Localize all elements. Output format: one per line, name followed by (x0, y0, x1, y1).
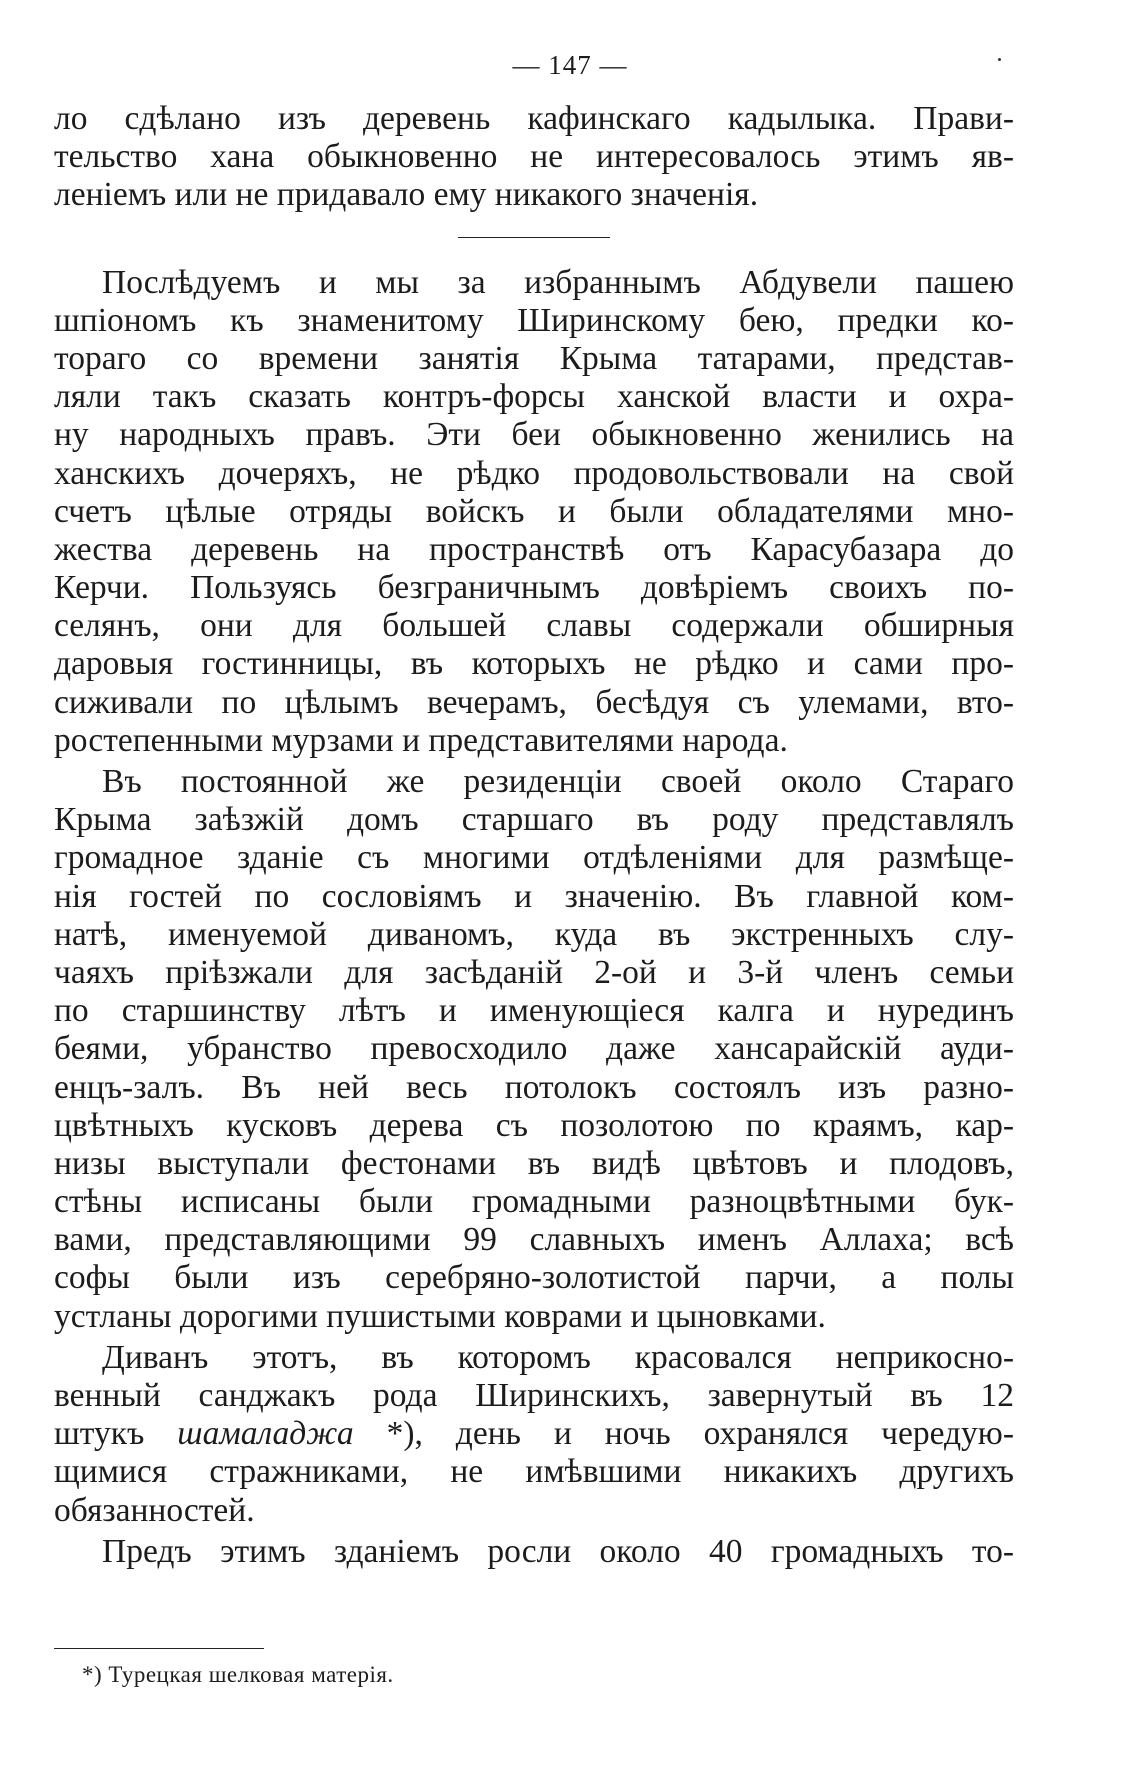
text-line: венный санджакъ рода Ширинскихъ, завернутый въ 12 (54, 1377, 1014, 1414)
text-line: Въ постоянной же резиденцiи своей около Стараго (102, 763, 1014, 800)
text-line: беями, убранство превосходило даже хансарайскiй ауди- (54, 1030, 1014, 1068)
paragraph (54, 763, 1014, 1336)
text-line: шпiономъ къ знаменитому Ширинскому бею, предки ко- (54, 301, 1014, 339)
page-number: — 147 — (512, 50, 628, 80)
text-line: нiя гостей по сословiямъ и значенiю. Въ главной ком- (54, 877, 1014, 915)
paragraph (54, 1533, 1014, 1571)
footnote: *) Турецкая шелковая матерiя. (82, 1662, 394, 1687)
text-segment: штукъ (54, 1415, 178, 1453)
paragraph-continuation (54, 100, 1014, 215)
text-line: низы выступали фестонами въ видѣ цвѣтовъ и плодовъ, (54, 1144, 1014, 1182)
text-line: Послѣдуемъ и мы за избраннымъ Абдувели пашею (102, 263, 1014, 301)
paragraph (54, 264, 1014, 760)
text-line: Предъ этимъ зданiемъ росли около 40 громадныхъ то- (102, 1532, 1014, 1570)
text-line: щимися стражниками, не имѣвшими никакихъ другихъ (54, 1453, 1014, 1491)
text-line: селянъ, они для большей славы содержали обширныя (54, 607, 1014, 645)
text-line: по старшинству лѣтъ и именующiеся калга и нурединъ (54, 992, 1014, 1030)
text-line: громадное зданiе съ многими отдѣленiями для размѣще- (54, 839, 1014, 877)
text-line: ло сдѣлано изъ деревень кафинскаго кадылыка. Прави- (54, 100, 1014, 137)
text-line: ленiемъ или не придавало ему никакого значенiя. (54, 176, 759, 214)
text-line: ляли такъ сказать контръ-форсы ханской власти и охра- (54, 378, 1014, 416)
text-line: жества деревень на пространствѣ отъ Карасубазара до (54, 530, 1014, 568)
text-line: цвѣтныхъ кусковъ дерева съ позолотою по краямъ, кар- (54, 1106, 1014, 1144)
footnote-divider (54, 1648, 264, 1649)
section-divider (458, 237, 610, 238)
text-line: чаяхъ прiѣзжали для засѣданiй 2-ой и 3-й членъ семьи (54, 953, 1014, 991)
paragraph (54, 1339, 1014, 1530)
text-line: стѣны исписаны были громадными разноцвѣтными бук- (54, 1183, 1014, 1221)
text-line: даровыя гостинницы, въ которыхъ не рѣдко и сами про- (54, 645, 1014, 683)
text-line: ханскихъ дочеряхъ, не рѣдко продовольствовали на свой (54, 454, 1014, 492)
text-line: тораго со времени занятiя Крыма татарами, представ- (54, 339, 1014, 377)
text-line: тельство хана обыкновенно не интересовалось этимъ яв- (54, 138, 1014, 176)
text-segment: *), день и ночь охранялся чередую- (353, 1415, 1014, 1453)
text-line: вами, представляющими 99 славныхъ именъ Аллаха; всѣ (54, 1221, 1014, 1259)
text-line: енцъ-залъ. Въ ней весь потолокъ состоялъ изъ разно- (54, 1068, 1014, 1106)
text-line: счетъ цѣлые отряды войскъ и были обладателями мно- (54, 492, 1014, 530)
text-line: софы были изъ серебряно-золотистой парчи, а полы (54, 1259, 1014, 1297)
text-line: Диванъ этотъ, въ которомъ красовался неприкосно- (102, 1338, 1014, 1376)
print-speck (998, 58, 1001, 61)
text-line (54, 1415, 1014, 1453)
body-text (54, 100, 1014, 1571)
text-line: обязанностей. (54, 1491, 255, 1529)
text-line: сиживали по цѣлымъ вечерамъ, бесѣдуя съ улемами, вто- (54, 683, 1014, 721)
text-line: натѣ, именуемой диваномъ, куда въ экстренныхъ слу- (54, 915, 1014, 953)
text-line: ростепенными мурзами и представителями народа. (54, 721, 788, 759)
text-line: Керчи. Пользуясь безграничнымъ довѣрiемъ своихъ по- (54, 569, 1014, 607)
text-line: Крыма заѣзжiй домъ старшаго въ роду представлялъ (54, 801, 1014, 839)
italic-term: шамаладжа (177, 1415, 354, 1453)
text-line: устланы дорогими пушистыми коврами и цыновками. (54, 1297, 826, 1335)
text-line: ну народныхъ правъ. Эти беи обыкновенно женились на (54, 416, 1014, 454)
